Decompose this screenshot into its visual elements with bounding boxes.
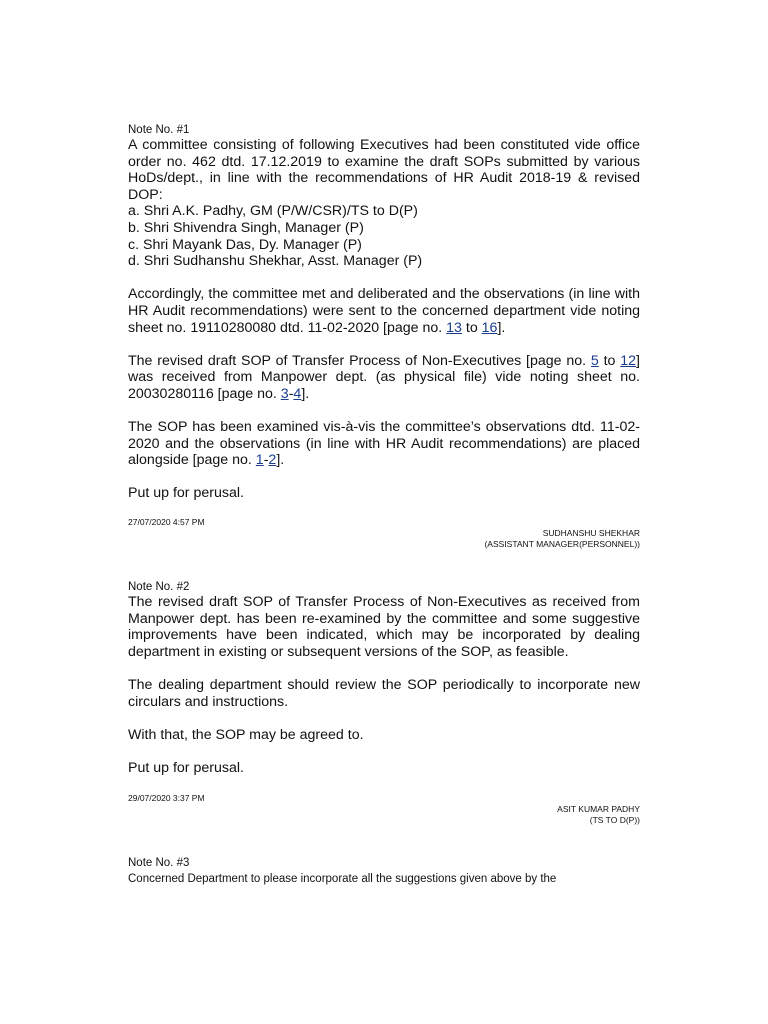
note-title: Note No. #2 — [128, 581, 190, 593]
paragraph-text: Accordingly, the committee met and deliberated and the observations (in line with HR Audit recommendations) were sent to the concerned department vide noting sheet no. 19110280080 dtd. 11-02-2020 [page no. — [128, 286, 640, 336]
page-link-12[interactable]: 12 — [620, 352, 637, 369]
note-timestamp: 29/07/2020 3:37 PM — [128, 793, 205, 803]
note-paragraph: Put up for perusal. — [128, 485, 244, 502]
page-link-5[interactable]: 5 — [590, 352, 599, 369]
note-paragraph: With that, the SOP may be agreed to. — [128, 726, 364, 743]
page-link-16[interactable]: 16 — [481, 319, 498, 336]
paragraph-text: ]. — [497, 319, 506, 336]
page-link-13[interactable]: 13 — [446, 319, 462, 336]
note-3 — [128, 856, 640, 886]
paragraph-text: - — [263, 452, 269, 469]
note-title: Note No. #3 — [128, 857, 190, 869]
paragraph-text: A committee consisting of following Executives had been constituted vide office order no. 462 dtd. 17.12.2019 to examine the draft SOPs submitted by various HoDs/dept., in line with the recommendations of HR Audit 2018-19 & revised DOP: — [128, 137, 640, 203]
note-title: Note No. #1 — [128, 124, 190, 136]
note-paragraph: The revised draft SOP of Transfer Process of Non-Executives as received from Manpower dept. has been re-examined by the committee and some suggestive improvements have been indicated, which may be incorporated by dealing department in existing or subsequent versions of the SOP, as feasible. — [128, 594, 640, 660]
member-item: d. Shri Sudhanshu Shekhar, Asst. Manager (P) — [128, 253, 423, 270]
note-body — [128, 137, 640, 502]
note-paragraph: Concerned Department to please incorporate all the suggestions given above by the — [128, 873, 557, 885]
paragraph-text: - — [288, 385, 294, 402]
paragraph-text: to — [461, 319, 482, 336]
paragraph-text: ] was received from Manpower dept. (as physical file) vide noting sheet no. 20030280116 [page no. — [128, 352, 640, 402]
note-paragraph — [128, 286, 640, 336]
note-timestamp: 27/07/2020 4:57 PM — [128, 517, 205, 527]
page-link-4[interactable]: 4 — [293, 385, 302, 402]
page-link-3[interactable]: 3 — [280, 385, 289, 402]
note-paragraph: Put up for perusal. — [128, 759, 244, 776]
note-2 — [128, 580, 640, 777]
signatory-name: SUDHANSHU SHEKHAR — [542, 528, 640, 538]
signatory-designation: (ASSISTANT MANAGER(PERSONNEL)) — [484, 539, 640, 549]
note-body — [128, 594, 640, 777]
paragraph-text: The SOP has been examined vis-à-vis the committee’s observations dtd. 11-02-2020 and the observations (in line with HR Audit recommendations) are placed alongside [page no. — [128, 419, 640, 469]
note-paragraph — [128, 137, 640, 270]
paragraph-text: to — [598, 352, 621, 369]
member-item: c. Shri Mayank Das, Dy. Manager (P) — [128, 236, 362, 253]
page-link-2[interactable]: 2 — [268, 452, 277, 469]
page-link-1[interactable]: 1 — [255, 452, 264, 469]
paragraph-text: ]. — [301, 385, 310, 402]
member-item: a. Shri A.K. Padhy, GM (P/W/CSR)/TS to D(P) — [128, 203, 418, 220]
paragraph-text: ]. — [276, 452, 285, 469]
note-paragraph — [128, 419, 640, 469]
note-paragraph — [128, 353, 640, 403]
note-paragraph: The dealing department should review the SOP periodically to incorporate new circulars and instructions. — [128, 676, 640, 710]
note-1 — [128, 123, 640, 502]
signatory-designation: (TS TO D(P)) — [589, 815, 640, 825]
paragraph-text: The revised draft SOP of Transfer Process of Non-Executives [page no. — [128, 352, 591, 369]
signatory-name: ASIT KUMAR PADHY — [557, 804, 640, 814]
member-item: b. Shri Shivendra Singh, Manager (P) — [128, 219, 364, 236]
